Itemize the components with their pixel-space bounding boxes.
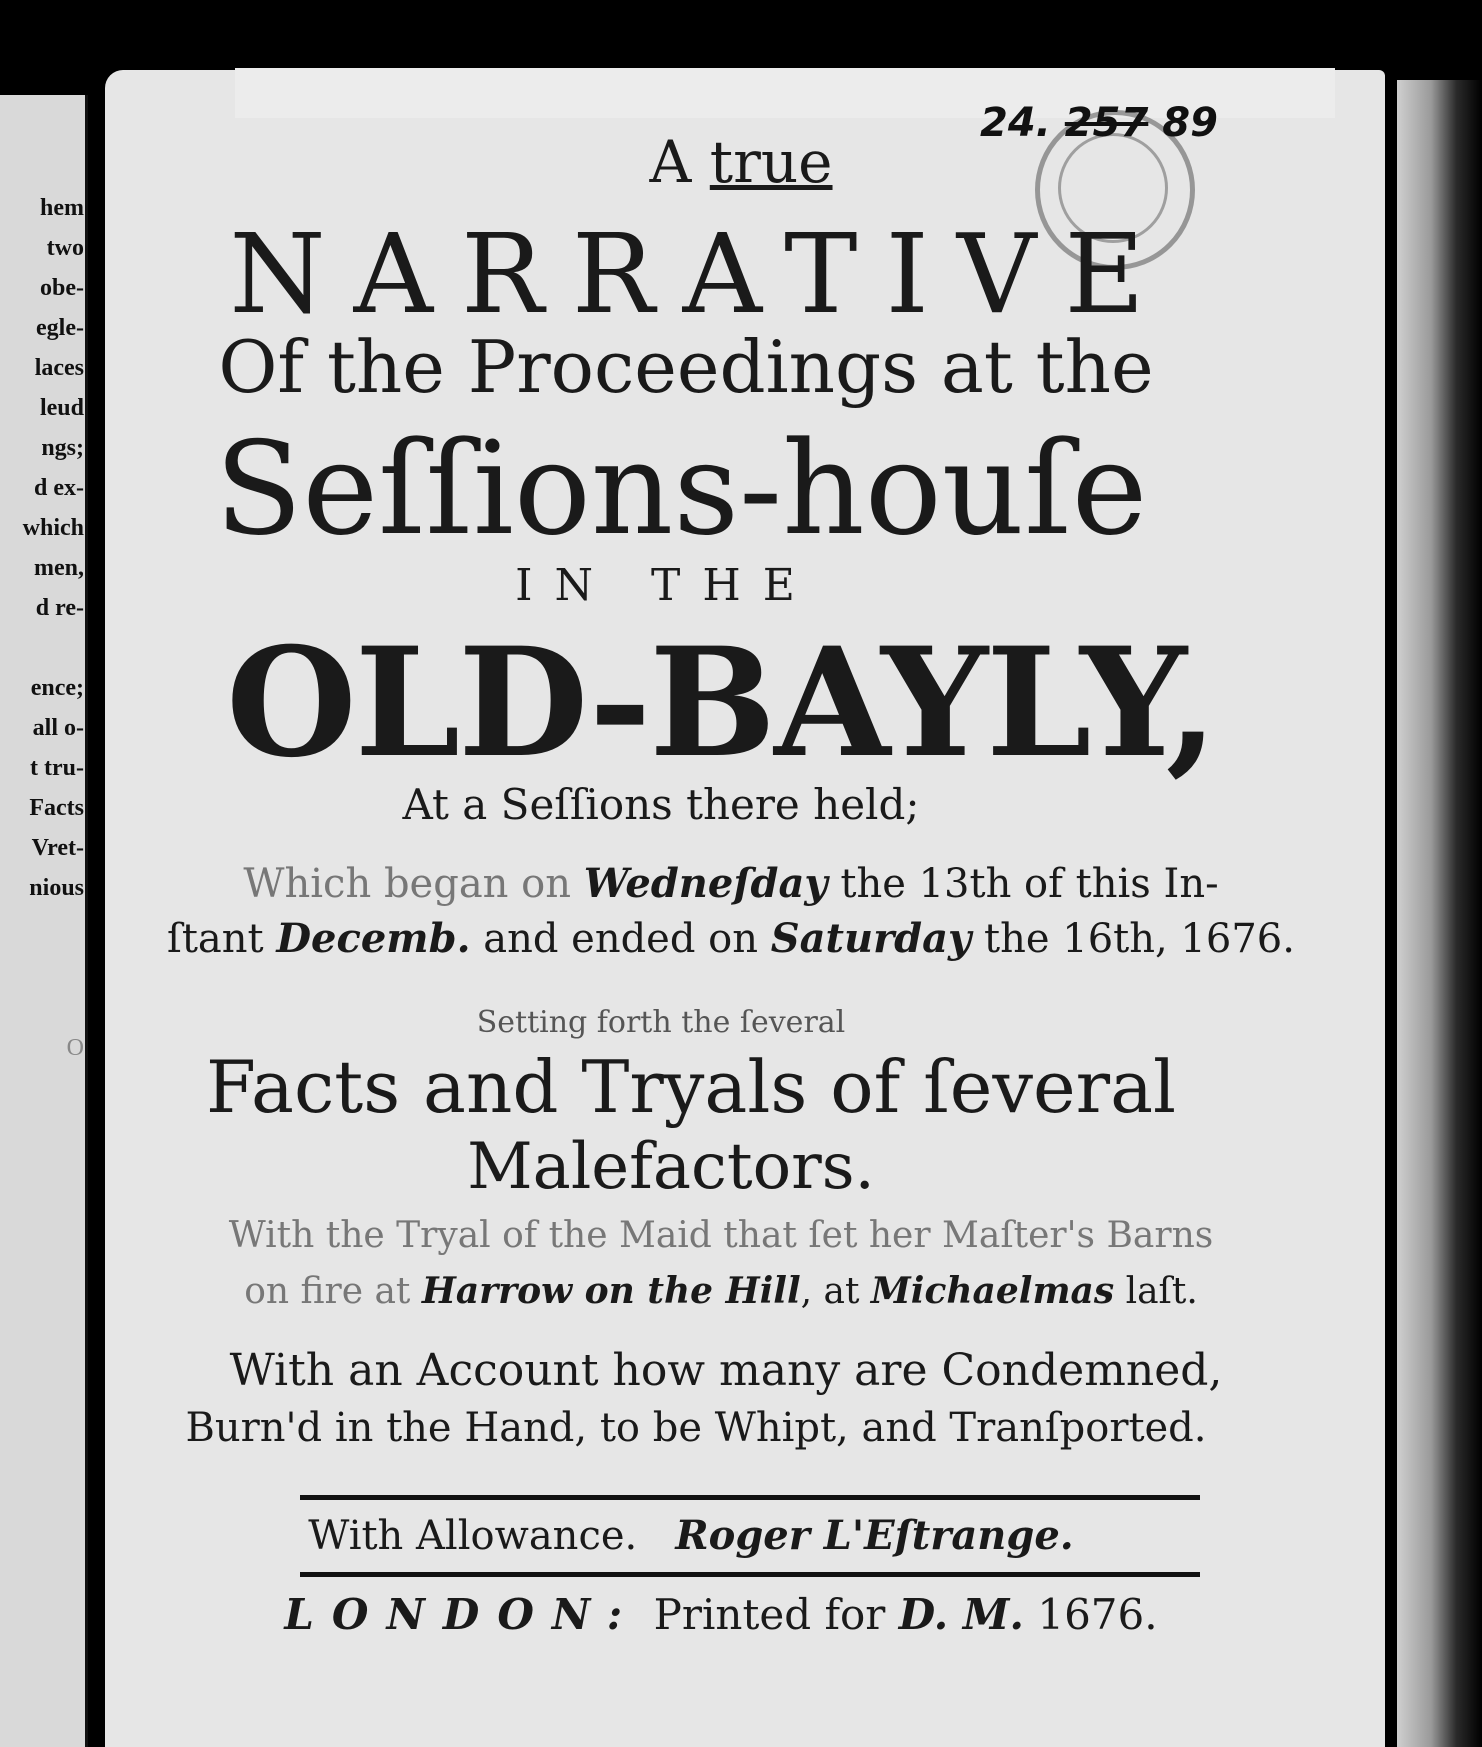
imprint-line: LONDON: Printed for D. M. 1676. xyxy=(284,1590,1158,1639)
account-line-1: With an Account how many are Condemned, xyxy=(229,1345,1223,1396)
title-a-true: A true xyxy=(649,128,833,196)
shelf-mark-struck-number: 257 xyxy=(1064,100,1149,146)
malefactors-heading: Malefactors. xyxy=(467,1130,875,1204)
left-page-fragment: obe- xyxy=(40,275,84,301)
title-in-the: IN THE xyxy=(515,560,817,611)
left-page-fragment: hem xyxy=(40,195,84,221)
title-old-bayly: OLD-BAYLY, xyxy=(226,615,1216,791)
setting-forth-line: Setting forth the ſeveral xyxy=(476,1005,846,1040)
left-page-fragment: leud xyxy=(39,395,84,421)
subtitle-at-a-sessions: At a Seſſions there held; xyxy=(402,780,920,829)
left-page-fragment: men, xyxy=(34,555,84,581)
left-page-fragment: all o- xyxy=(32,715,84,741)
dates-line-1: Which began on Wedneſday the 13th of this In- xyxy=(243,860,1219,907)
shelf-mark-number: 24. xyxy=(980,100,1051,146)
divider-rule-bottom xyxy=(300,1572,1200,1577)
left-page-fragment: egle- xyxy=(36,315,84,341)
left-page-fragment: d re- xyxy=(35,595,84,621)
left-page-fragment: O xyxy=(66,1035,84,1061)
shelf-mark-extra: 89 xyxy=(1162,100,1218,146)
tryal-line-1: With the Tryal of the Maid that ſet her Maſter's Barns xyxy=(228,1215,1214,1256)
left-page-fragment: nious xyxy=(29,875,84,901)
left-page-fragment: ngs; xyxy=(41,435,84,461)
title-sessions-house: Seſſions-houſe xyxy=(214,415,1148,564)
left-page-fragment: Vret- xyxy=(31,835,84,861)
divider-rule-top xyxy=(300,1495,1200,1500)
facts-and-tryals-heading: Facts and Tryals of ſeveral xyxy=(205,1045,1177,1129)
left-page-fragment: which xyxy=(22,515,84,541)
account-line-2: Burn'd in the Hand, to be Whipt, and Tranſported. xyxy=(185,1405,1207,1451)
left-page-fragment: Facts xyxy=(29,795,84,821)
left-page-fragment: t tru- xyxy=(30,755,84,781)
left-page-fragment: laces xyxy=(34,355,84,381)
left-page-fragment: d ex- xyxy=(34,475,84,501)
left-page-fragment: ence; xyxy=(30,675,84,701)
title-narrative: NARRATIVE xyxy=(229,210,1173,338)
left-page-fragment: two xyxy=(46,235,84,261)
dates-line-2: ſtant Decemb. and ended on Saturday the 16th, 1676. xyxy=(167,915,1295,962)
title-proceedings: Of the Proceedings at the xyxy=(218,325,1154,409)
tryal-line-2: on fire at Harrow on the Hill, at Michaelmas laſt. xyxy=(244,1270,1198,1312)
imprimatur-line: With Allowance. Roger L'Eſtrange. xyxy=(308,1512,1074,1559)
